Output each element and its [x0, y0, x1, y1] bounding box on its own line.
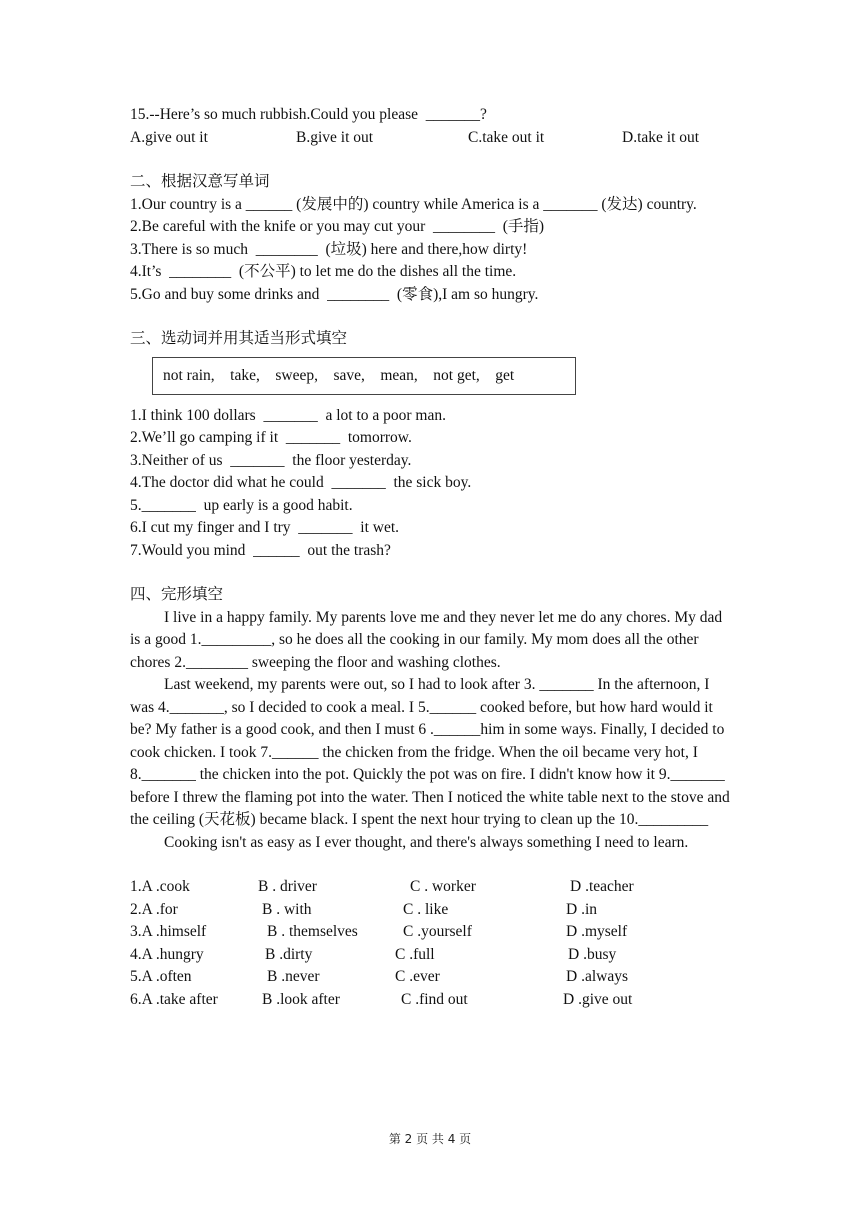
cloze-paragraph: Cooking isn't as easy as I ever thought, and there's always something I need to learn.	[164, 833, 689, 851]
choice-row	[130, 944, 736, 967]
section2-item: 5.Go and buy some drinks and ________ (零食),I am so hungry.	[130, 285, 539, 303]
choice-b: B . driver	[258, 878, 317, 895]
cloze-choices	[130, 876, 736, 1011]
choice-a: 4.A .hungry	[130, 945, 204, 963]
choice-c: C .yourself	[403, 923, 472, 940]
cloze-paragraph: Last weekend, my parents were out, so I had to look after 3. _______ In the afternoon, I was 4._______, so I decided to cook a meal. I 5.______ cooked before, but how hard would it be? My father is a good cook, and then I must 6 .______him in some ways. Finally, I decided to cook chicken. I took 7.______ the chicken from the fridge. When the oil became very hot, I 8._______ the chicken into the pot. Quickly the pot was on fire. I didn't know how it 9._______ before I threw the flaming pot into the water. Then I noticed the white table next to the stove and the ceiling (天花板) became black. I spent the next hour trying to clean up the 10._________	[130, 676, 730, 828]
choice-c: C . like	[403, 900, 449, 918]
section2-item: 2.Be careful with the knife or you may cut your ________ (手指)	[130, 218, 545, 235]
section3-item: 1.I think 100 dollars _______ a lot to a poor man.	[130, 406, 446, 424]
section3-item: 2.We’ll go camping if it _______ tomorrow.	[130, 429, 412, 446]
section3-item: 5._______ up early is a good habit.	[130, 496, 353, 514]
worksheet-page	[130, 104, 736, 1011]
section3-item: 4.The doctor did what he could _______ the sick boy.	[130, 474, 472, 491]
choice-b: B .look after	[262, 990, 340, 1008]
page-number-footer: 第 2 页 共 4 页	[388, 1132, 472, 1146]
choice-row	[130, 899, 736, 922]
choice-d: D .always	[566, 968, 628, 985]
cloze-paragraph: I live in a happy family. My parents love me and they never let me do any chores. My dad is a good 1._________, so he does all the cooking in our family. My mom does all the other chores 2.________ sweeping the floor and washing clothes.	[130, 608, 723, 671]
q15-option-d: D.take it out	[622, 128, 700, 146]
choice-b: B . with	[262, 900, 312, 918]
choice-c: C . worker	[410, 878, 476, 895]
section3-item: 3.Neither of us _______ the floor yesterday.	[130, 451, 412, 469]
choice-c: C .full	[395, 945, 435, 963]
choice-d: D .myself	[566, 923, 628, 940]
section2-item: 4.It’s ________ (不公平) to let me do the dishes all the time.	[130, 263, 517, 280]
section2-item: 1.Our country is a ______ (发展中的) country while America is a _______ (发达) country.	[130, 195, 697, 213]
choice-b: B .dirty	[265, 945, 313, 963]
choice-a: 6.A .take after	[130, 990, 218, 1008]
q15-stem: 15.--Here’s so much rubbish.Could you please _______?	[130, 106, 487, 123]
choice-a: 2.A .for	[130, 900, 178, 918]
section3-item: 6.I cut my finger and I try _______ it wet.	[130, 519, 400, 536]
choice-a: 3.A .himself	[130, 923, 207, 940]
section2-title: 二、根据汉意写单词	[130, 173, 270, 190]
choice-a: 5.A .often	[130, 968, 192, 985]
choice-row	[130, 921, 736, 944]
choice-d: D .teacher	[570, 878, 634, 895]
section4-title: 四、完形填空	[130, 586, 224, 603]
choice-d: D .busy	[568, 945, 617, 963]
choice-a: 1.A .cook	[130, 878, 190, 895]
section3-item: 7.Would you mind ______ out the trash?	[130, 541, 391, 559]
q15-options	[130, 127, 736, 150]
choice-c: C .ever	[395, 968, 440, 985]
choice-row	[130, 966, 736, 989]
choice-d: D .give out	[563, 990, 633, 1008]
choice-d: D .in	[566, 900, 597, 918]
word-bank-box: not rain, take, sweep, save, mean, not get, get	[152, 357, 576, 395]
q15-option-a: A.give out it	[130, 128, 208, 146]
section3-title: 三、选动词并用其适当形式填空	[130, 330, 348, 347]
choice-b: B . themselves	[267, 923, 358, 940]
q15-option-b: B.give it out	[296, 128, 374, 146]
choice-b: B .never	[267, 968, 320, 985]
choice-row	[130, 876, 736, 899]
section2-item: 3.There is so much ________ (垃圾) here and there,how dirty!	[130, 240, 528, 258]
q15-option-c: C.take out it	[468, 128, 545, 146]
choice-c: C .find out	[401, 990, 468, 1008]
choice-row	[130, 989, 736, 1012]
